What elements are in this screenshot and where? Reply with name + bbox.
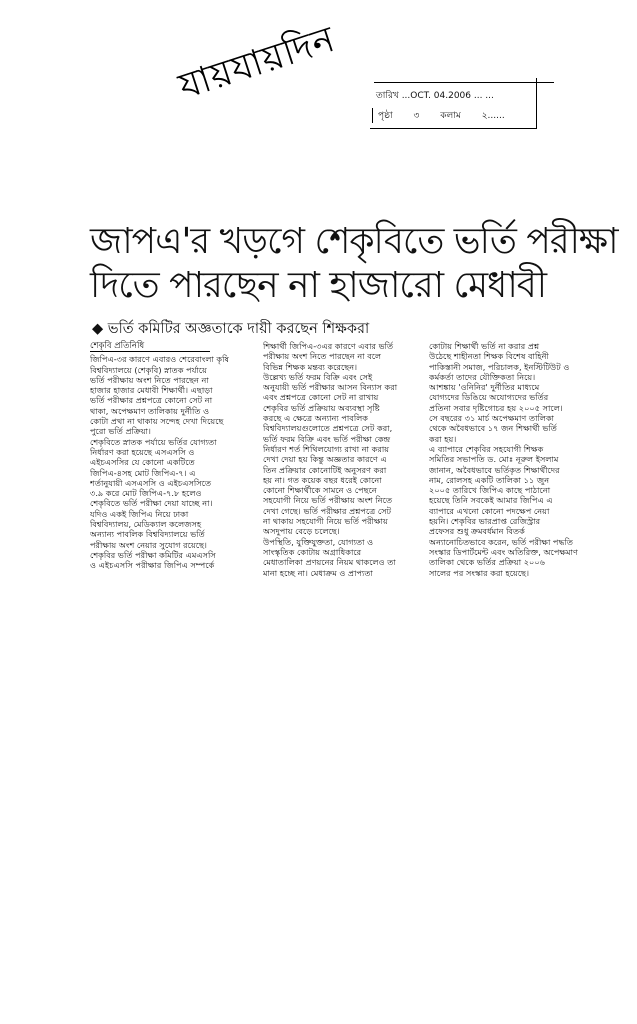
- article-text-line: হয় না। গত কয়েক বছর ধরেই কোনো: [263, 474, 382, 485]
- article-text-line: শেকৃবিতে ভর্তি পরীক্ষা দেয়া যাচ্ছে না।: [90, 498, 213, 509]
- article-column-2: [263, 341, 421, 578]
- article-text-line: করছে এ ক্ষেত্রে অন্যান্য পাবলিক: [263, 413, 369, 424]
- subheadline: ◆ ভর্তি কমিটির অজ্ঞতাকে দায়ী করছেন শিক্ষকরা: [92, 321, 370, 337]
- byline: শেকৃবি প্রতিনিধি: [90, 341, 210, 352]
- article-text-line: করা হয়।: [429, 433, 457, 444]
- article-text-line: বিশ্ববিদ্যালয়, মেডিক্যাল কলেজসহ: [90, 519, 202, 530]
- article-text-line: দেখা গেছে। ভর্তি পরীক্ষার প্রশ্নপত্রে সেট: [263, 505, 392, 516]
- stamp-page-label: পৃষ্ঠা: [378, 111, 393, 121]
- article-text-line: নির্ধারণ শর্ত শিথিলযোগ্য রাখা না করায়: [263, 443, 390, 454]
- article-text-line: নাম, রোলসহ একটি তালিকা ১১ জুন: [429, 474, 550, 485]
- article-text-line: ভর্তি ফরম বিক্রি এবং ভর্তি পরীক্ষা কেন্দ্র: [263, 433, 391, 444]
- article-text-line: পরীক্ষায় অংশ নিতে পারছেন না বলে: [263, 351, 382, 362]
- article-text-line: এবং প্রশ্নপত্রে কোনো সেট না রাখায়: [263, 392, 379, 403]
- article-text-line: শর্তানুযায়ী এসএসসি ও এইচএসসিতে: [90, 477, 212, 488]
- article-text-line: শেকৃবিতে স্নাতক পর্যায়ে ভর্তির যোগ্যতা: [90, 436, 217, 447]
- handwritten-newspaper-name: যায়যায়দিন: [174, 18, 341, 108]
- article-text-line: ভর্তি পরীক্ষায় অংশ নিতে পারছেন না: [90, 374, 209, 385]
- article-text-line: সহযোগী নিয়ে ভর্তি পরীক্ষায় অংশ নিতে: [263, 495, 393, 506]
- article-text-line: হয়নি। শেকৃবির ভারপ্রাপ্ত রেজিস্ট্রার: [429, 516, 541, 527]
- stamp-column-label: কলাম: [440, 111, 461, 121]
- stamp-date-label: তারিখ: [376, 91, 399, 101]
- article-text-line: জিপিএ-৩র কারণে এবারও শেরেবাংলা কৃষি: [90, 354, 229, 365]
- article-text-line: মানা হচ্ছে না। মেধাক্রম ও প্রাপ্যতা: [263, 567, 373, 578]
- article-text-line: অনুযায়ী ভর্তি পরীক্ষার আসন বিন্যাস করা: [263, 382, 398, 393]
- stamp-date-row: [376, 88, 494, 103]
- article-text-line: উপস্থিতি, যুক্তিযুক্ততা, যোগ্যতা ও: [263, 536, 374, 547]
- article-text-line: উঠেছে শাহীনতা শিক্ষক বিশেষ বাহিনী: [429, 351, 549, 362]
- article-text-line: থাকা, অপেক্ষমাণ তালিকায় দুর্নীতি ও: [90, 405, 210, 416]
- article-text-line: হাজার হাজার মেধাবী শিক্ষার্থী। এছাড়া: [90, 385, 213, 396]
- article-text-line: নির্ধারণ করা হয়েছে এসএসসি ও: [90, 446, 195, 457]
- article-text-line: তালিকা থেকে ভর্তির প্রক্রিয়া ২০০৬: [429, 557, 545, 568]
- headline-line-1: জাপএ'র খড়গে শেকৃবিতে ভর্তি পরীক্ষা: [90, 221, 618, 262]
- stamp-page-value: ৩: [413, 111, 420, 121]
- article-text-line: অন্যান্য পাবলিক বিশ্ববিদ্যালয়ে ভর্তি: [90, 529, 205, 540]
- article-text-line: না থাকায় সহযোগী নিয়ে ভর্তি পরীক্ষায়: [263, 516, 388, 527]
- article-text-line: সালের পর সংস্কার করা হয়েছে।: [429, 567, 530, 578]
- clipping-date-stamp: [370, 78, 537, 129]
- article-text-line: কোটা প্রথা না থাকায় সন্দেহ দেখা দিয়েছে: [90, 416, 224, 427]
- article-text-line: কোটায় শিক্ষার্থী ভর্তি না করার প্রশ্ন: [429, 341, 540, 351]
- article-text-line: প্রফেসর শুধু ক্রমবর্ধমান বিতর্ক: [429, 526, 525, 537]
- headline-line-2: দিতে পারছেন না হাজারো মেধাবী: [90, 265, 547, 306]
- article-text-line: এ ব্যাপারে শেকৃবির সহযোগী শিক্ষক: [429, 443, 544, 454]
- article-text-line: মেধাতালিকা প্রণয়নের নিয়ম থাকলেও তা: [263, 557, 396, 568]
- article-text-line: আশঙ্কায় 'ওনিনির' দুর্নীতির মাধ্যমে: [429, 382, 540, 393]
- article-text-line: পাকিস্তানী সমাজ, পরিচালক, ইনস্টিটিউট ও: [429, 361, 570, 372]
- article-text-line: এইচএসসির যে কোনো একটিতে: [90, 457, 195, 468]
- article-text-line: ব্যাপারে এখনো কোনো পদক্ষেপ নেয়া: [429, 505, 550, 516]
- article-text-line: যদিও একই জিপিএ নিয়ে ঢাকা: [90, 508, 189, 519]
- stamp-column-value: ২......: [481, 111, 505, 121]
- article-text-line: জিপিএ-৪সহ মোট জিপিএ-৭। এ: [90, 467, 196, 478]
- article-text-line: শেকৃবির ভর্তি পরীক্ষা কমিটির এমএসসি: [90, 549, 216, 560]
- article-text-line: পরীক্ষায় অংশ নেয়ার সুযোগ রয়েছে।: [90, 539, 207, 550]
- article-text-line: উল্লেখ্য ভর্তি ফরম বিক্রি এবং সেই: [263, 371, 373, 382]
- article-text-line: শিক্ষার্থী জিপিএ-৩এর কারণে এবার ভর্তি: [263, 341, 394, 351]
- article-text-line: বিশ্ববিদ্যালয়ে (শেকৃবি) স্নাতক পর্যায়ে: [90, 364, 207, 375]
- article-text-line: থেকে অবৈধভাবে ১৭ জন শিক্ষার্থী ভর্তি: [429, 423, 557, 434]
- article-text-line: শেকৃবির ভর্তি প্রক্রিয়ায় অব্যবস্থা সৃষ্টি: [263, 402, 380, 413]
- article-text-line: দেখা দেয়া হয় কিন্তু অজ্ঞতার কারণে এ: [263, 454, 387, 465]
- article-text-line: অসদুপায় বেড়ে চলেছে।: [263, 526, 340, 537]
- article-column-1: [90, 341, 256, 571]
- article-text-line: ও এইচএসসি পরীক্ষার জিপিএ সম্পর্কে: [90, 560, 215, 571]
- article-text-line: ভর্তি পরীক্ষার প্রশ্নপত্রে কোনো সেট না: [90, 395, 213, 406]
- article-text-line: তিন প্রক্রিয়ার কোনোটিই অনুসরণ করা: [263, 464, 387, 475]
- article-text-line: পুরো ভর্তি প্রক্রিয়া।: [90, 426, 151, 437]
- article-text-line: ২০০৫ তারিখে জিপিএ কাছে পাঠানো: [429, 485, 551, 496]
- article-text-line: সাংস্কৃতিক কোটায় অগ্রাধিকারে: [263, 546, 362, 557]
- article-text-line: হয়েছে তিনি সবকেই আমার জিপিএ এ: [429, 495, 553, 506]
- article-text-line: কর্মকর্তা তাদের যৌক্তিকতা নিয়ে।: [429, 371, 536, 382]
- article-text-line: ৩.৯ করে মোট জিপিএ-৭.৮ হলেও: [90, 488, 202, 499]
- article-text-line: সমিতির সভাপতি ড. মোঃ নূরুল ইসলাম: [429, 454, 559, 465]
- article-text-line: সে বছরের ৩১ মার্চ অপেক্ষমাণ তালিকা: [429, 413, 555, 424]
- article-text-line: বিশ্ববিদ্যালয়গুলোতে প্রশ্নপত্রে সেট করা,: [263, 423, 393, 434]
- article-text-line: কোনো শিক্ষার্থীকে সামনে ও পেছনে: [263, 485, 377, 496]
- article-column-3: [429, 341, 591, 578]
- article-text-line: বিভিন্ন শিক্ষক মন্তব্য করেছেন।: [263, 361, 358, 372]
- article-text-line: সংস্কার ডিপার্টমেন্ট এবং অতিরিক্ত, অপেক্ষমাণ: [429, 546, 578, 557]
- article-text-line: জানান, অবৈধভাবে ভর্তিকৃত শিক্ষার্থীদের: [429, 464, 560, 475]
- article-text-line: যোগ্যদের ডিঙিয়ে অযোগ্যদের ভর্তির: [429, 392, 549, 403]
- article-text-line: অন্যানোচিতভাবে করেন, ভর্তি পরীক্ষা পদ্ধতি: [429, 536, 573, 547]
- article-text-line: প্রতিনা সবার দৃষ্টিগোচর হয় ২০০৫ সালে।: [429, 402, 563, 413]
- stamp-page-row: [372, 108, 523, 123]
- stamp-date-value: ...OCT. 04.2006 ... ...: [401, 91, 494, 101]
